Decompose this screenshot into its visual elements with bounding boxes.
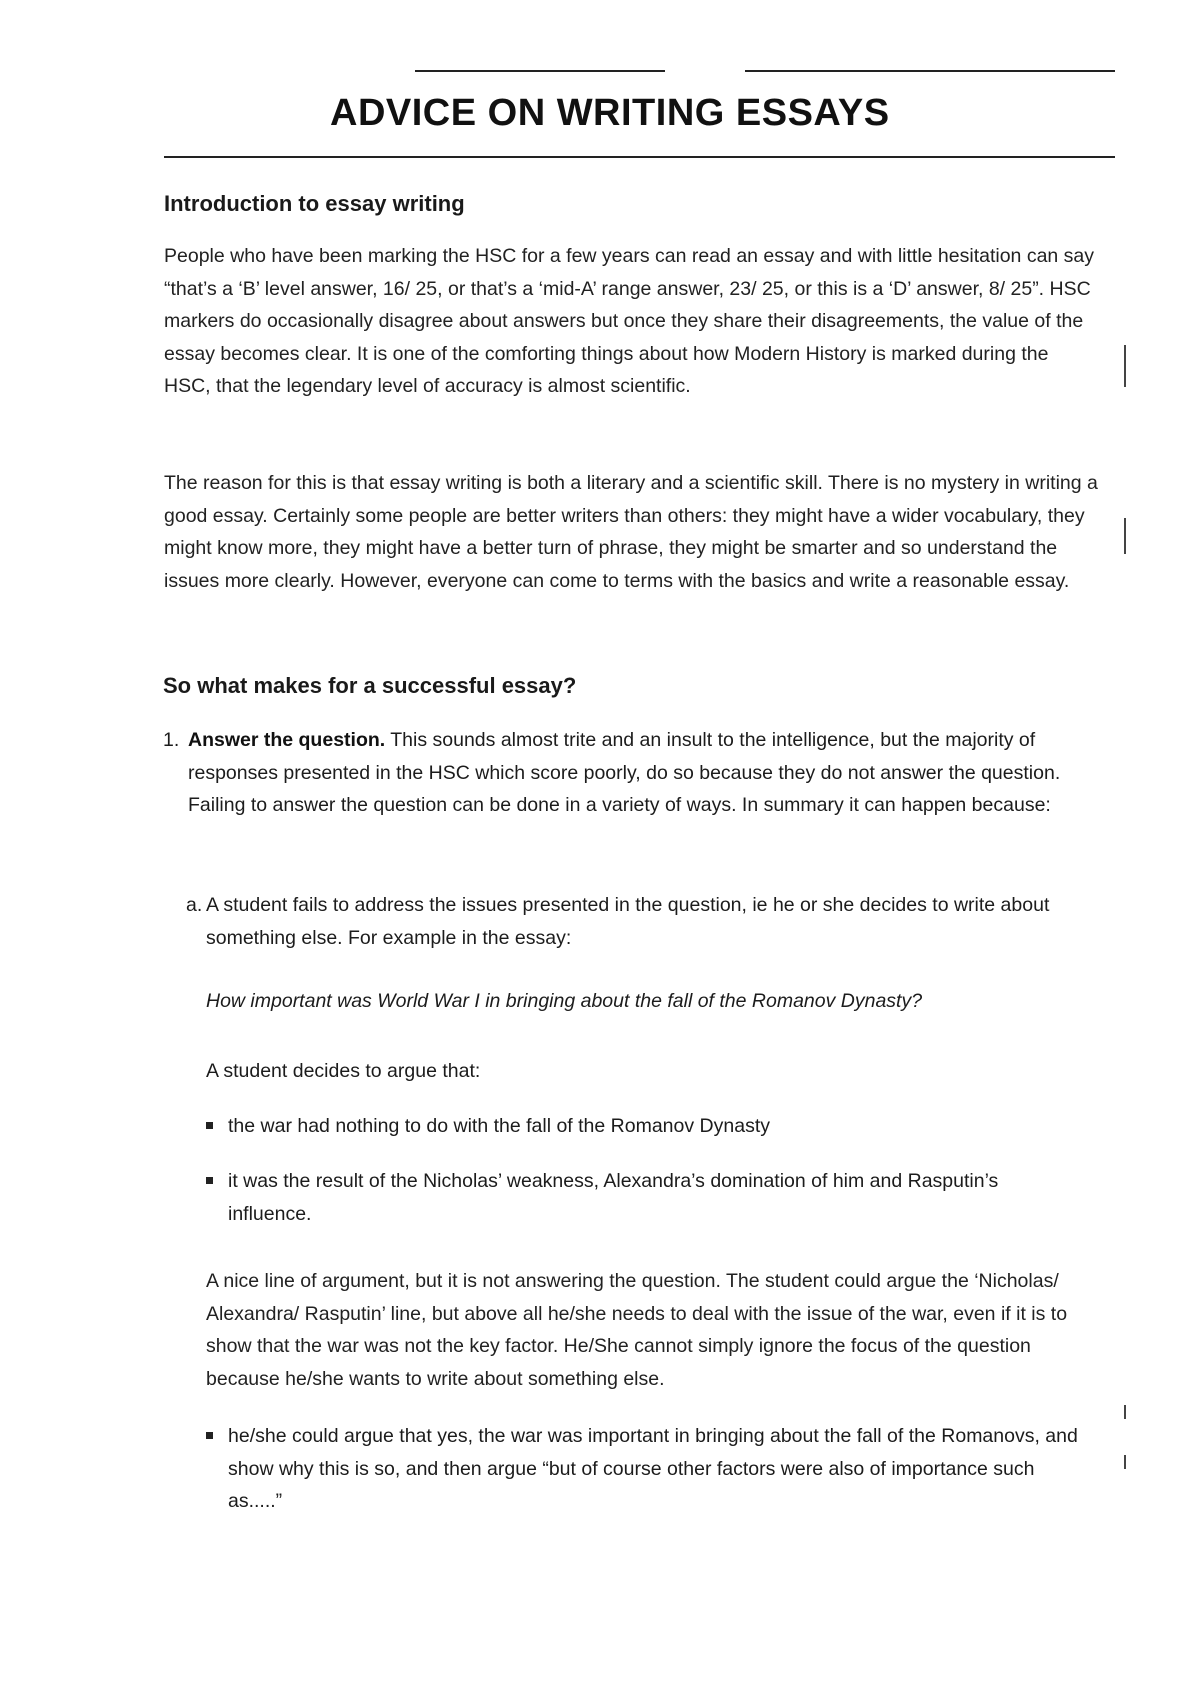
page-title: ADVICE ON WRITING ESSAYS [330, 92, 890, 134]
numbered-item-1 [163, 724, 1103, 822]
margin-mark [1124, 518, 1126, 554]
section-heading-successful-essay: So what makes for a successful essay? [163, 673, 577, 698]
square-bullet-icon [206, 1432, 213, 1439]
margin-mark [1124, 1455, 1126, 1469]
bullet-text: the war had nothing to do with the fall of the Romanov Dynasty [228, 1115, 770, 1137]
bullet-item [206, 1110, 1086, 1143]
lettered-item-a [186, 889, 1086, 954]
section-heading-introduction: Introduction to essay writing [164, 191, 465, 216]
argument-paragraph: A nice line of argument, but it is not answering the question. The student could argue the ‘Nicholas/ Alexandra/ Rasputin’ line, but above all he/she needs to deal with the issue of the war, even if it is to show that the war was not the key factor. He/She cannot simply ignore the focus of the question because he/she wants to write about something else. [206, 1270, 1068, 1390]
item-body [188, 724, 1103, 822]
example-question: How important was World War I in bringing about the fall of the Romanov Dynasty? [206, 990, 923, 1012]
intro-paragraph-1: People who have been marking the HSC for a few years can read an essay and with little hesitation can say “that’s a ‘B’ level answer, 16/ 25, or that’s a ‘mid-A’ range answer, 23/ 25, or this is a ‘D’ answer, 8/ 25”. HSC markers do occasionally disagree about answers but once they share their disagreements, the value of the essay becomes clear. It is one of the comforting things about how Modern History is marked during the HSC, that the legendary level of accuracy is almost scientific. [164, 245, 1095, 397]
student-decides-line: A student decides to argue that: [206, 1060, 481, 1082]
item-text: This sounds almost trite and an insult to the intelligence, but the majority of responses presented in the HSC which score poorly, do so because they do not answer the question. Failing to answer the question can be done in a variety of ways. In summary it can happen because: [188, 729, 1061, 816]
bullet-item [206, 1165, 1086, 1230]
item-lead: Answer the question. [188, 729, 386, 751]
square-bullet-icon [206, 1122, 213, 1129]
margin-mark [1124, 345, 1126, 387]
margin-mark [1124, 1405, 1126, 1419]
bullet-text: it was the result of the Nicholas’ weakness, Alexandra’s domination of him and Rasputin’s influence. [228, 1170, 999, 1225]
item-letter: a. [186, 894, 203, 916]
bullet-item [206, 1420, 1086, 1518]
bullet-text: he/she could argue that yes, the war was important in bringing about the fall of the Romanovs, and show why this is so, and then argue “but of course other factors were also of importance such as.....” [228, 1425, 1078, 1512]
title-underline [164, 156, 1115, 158]
top-rule-right [745, 70, 1115, 72]
intro-paragraph-2: The reason for this is that essay writing is both a literary and a scientific skill. There is no mystery in writing a good essay. Certainly some people are better writers than others: they might have a wider vocabulary, they might know more, they might have a better turn of phrase, they might be smarter and so understand the issues more clearly. However, everyone can come to terms with the basics and write a reasonable essay. [164, 472, 1098, 592]
item-number: 1. [163, 729, 180, 751]
square-bullet-icon [206, 1177, 213, 1184]
top-rule-left [415, 70, 665, 72]
item-body: A student fails to address the issues presented in the question, ie he or she decides to write about something else. For example in the essay: [206, 894, 1050, 949]
